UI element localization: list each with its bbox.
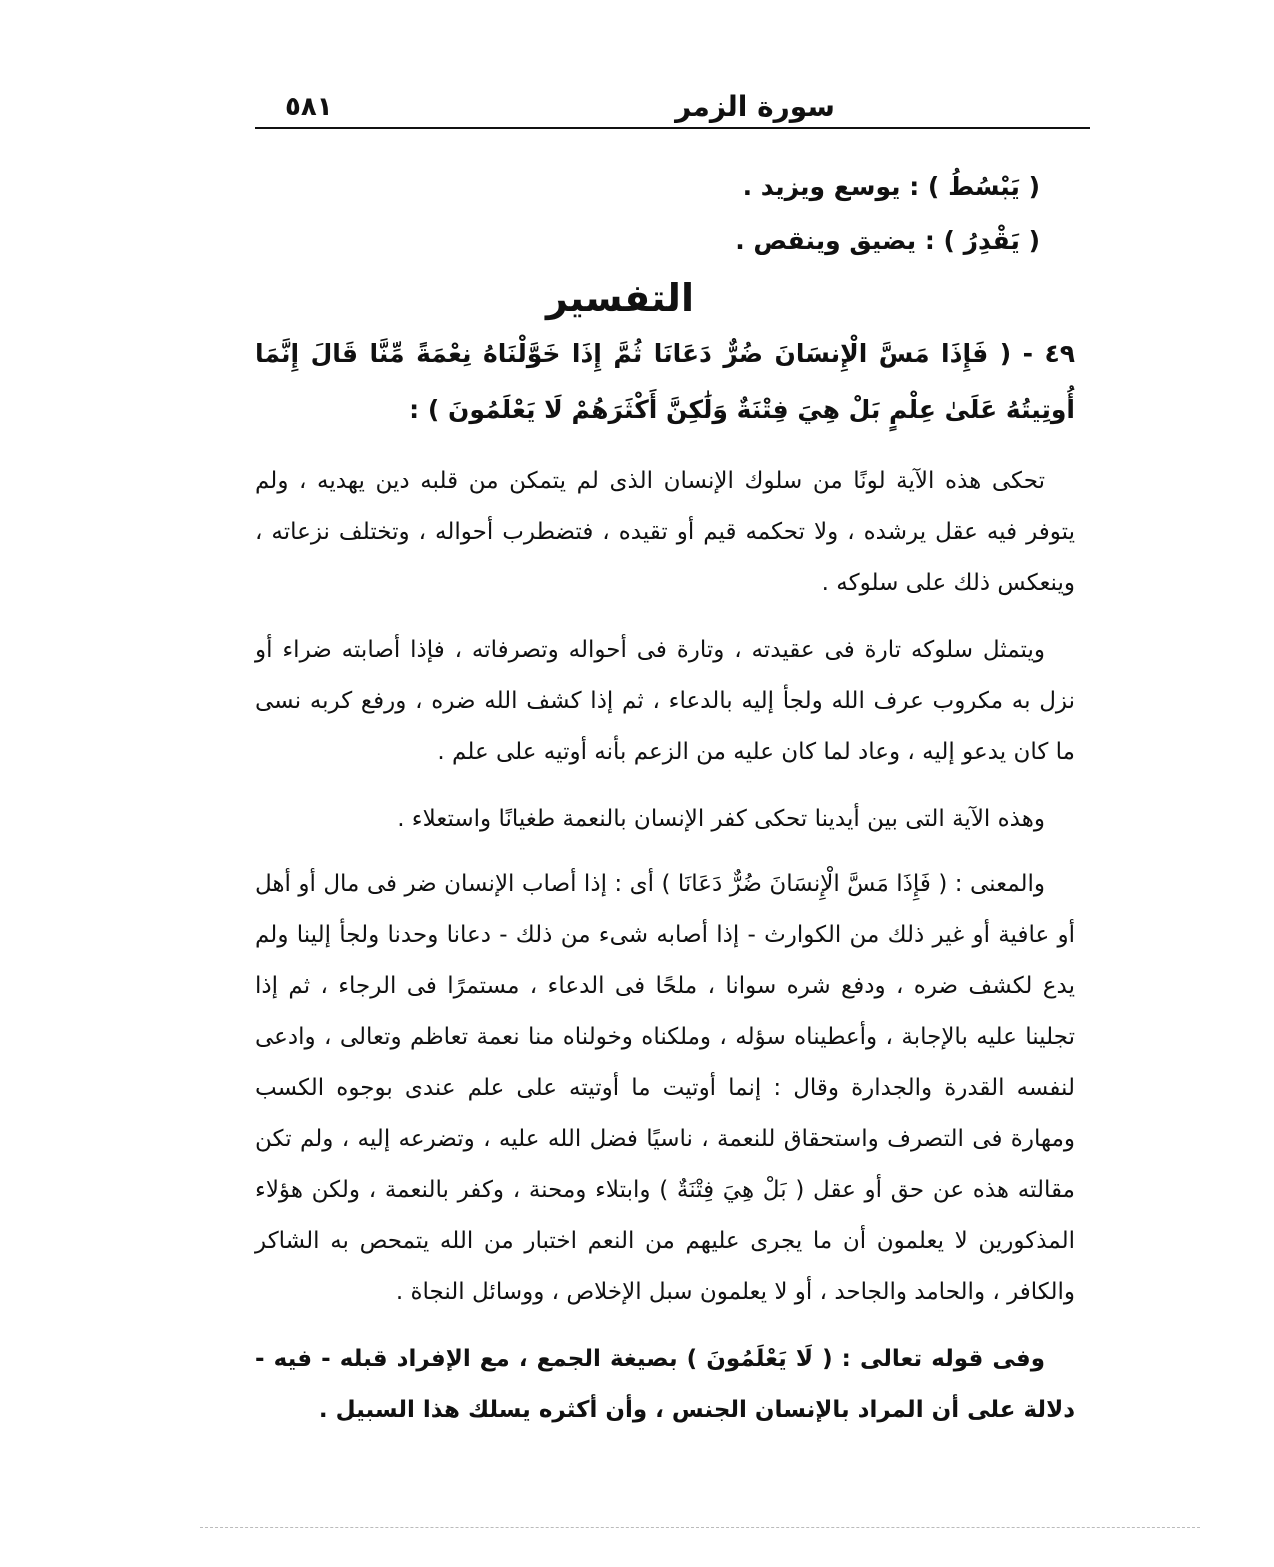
quran-verse: ٤٩ - ( فَإِذَا مَسَّ الْإِنسَانَ ضُرٌّ دَعَانَا ثُمَّ إِذَا خَوَّلْنَاهُ نِعْمَةً مِّنَّا قَالَ إِنَّمَا أُوتِيتُهُ عَلَىٰ عِلْمٍ بَلْ هِيَ فِتْنَةٌ وَلَٰكِنَّ أَكْثَرَهُمْ لَا يَعْلَمُونَ ) : xyxy=(255,339,1075,424)
page-content xyxy=(255,160,1075,1452)
running-title: سورة الزمر xyxy=(675,90,835,123)
bottom-rule xyxy=(200,1527,1200,1528)
vocabulary-line: ( يَقْدِرُ ) : يضيق وينقص . xyxy=(735,226,1040,255)
header-rule xyxy=(255,127,1090,129)
commentary-paragraph: والمعنى : ( فَإِذَا مَسَّ الْإِنسَانَ ضُرٌّ دَعَانَا ) أى : إذا أصاب الإنسان ضر فى مال أو أهل أو عافية أو غير ذلك من الكوارث - إذا أصابه شىء من ذلك - دعانا وحدنا ولجأ إلينا ولم يدع لكشف ضره ، ودفع شره سوانا ، ملحًا فى الدعاء ، مستمرًا فى الرجاء ، ثم إذا تجلينا عليه بالإجابة ، وأعطيناه سؤله ، وملكناه وخولناه منا نعمة تعاظم وتعالى ، وادعى لنفسه القدرة والجدارة وقال : إنما أوتيت ما أوتيته على علم عندى بوجوه الكسب ومهارة فى التصرف واستحقاق للنعمة ، ناسيًا فضل الله عليه ، وتضرعه إليه ، ولم تكن مقالته هذه عن حق أو عقل ( بَلْ هِيَ فِتْنَةٌ ) وابتلاء ومحنة ، وكفر بالنعمة ، ولكن هؤلاء المذكورين لا يعلمون أن ما يجرى عليهم من النعم اختبار من الله يتمحص به الشاكر والكافر ، والحامد والجاحد ، أو لا يعلمون سبل الإخلاص ، ووسائل النجاة . xyxy=(255,871,1075,1305)
section-title: التفسير xyxy=(546,276,694,320)
page-number: ٥٨١ xyxy=(285,92,333,122)
commentary-paragraph: تحكى هذه الآية لونًا من سلوك الإنسان الذى لم يتمكن من قلبه دين يهديه ، ولم يتوفر فيه عقل يرشده ، ولا تحكمه قيم أو تقيده ، فتضطرب أحواله ، وتختلف نزعاته ، وينعكس ذلك على سلوكه . xyxy=(255,468,1075,596)
commentary-paragraph: ويتمثل سلوكه تارة فى عقيدته ، وتارة فى أحواله وتصرفاته ، فإذا أصابته ضراء أو نزل به مكروب عرف الله ولجأ إليه بالدعاء ، ثم إذا كشف الله ضره ، ورفع كربه نسى ما كان يدعو إليه ، وعاد لما كان عليه من الزعم بأنه أوتيه على علم . xyxy=(255,637,1075,765)
commentary-paragraph: وهذه الآية التى بين أيدينا تحكى كفر الإنسان بالنعمة طغيانًا واستعلاء . xyxy=(397,806,1045,832)
vocabulary-line: ( يَبْسُطُ ) : يوسع ويزيد . xyxy=(742,172,1040,201)
commentary-paragraph: وفى قوله تعالى : ( لَا يَعْلَمُونَ ) بصيغة الجمع ، مع الإفراد قبله - فيه - دلالة على أن المراد بالإنسان الجنس ، وأن أكثره يسلك هذا السبيل . xyxy=(255,1346,1075,1423)
page-header xyxy=(255,84,1090,126)
